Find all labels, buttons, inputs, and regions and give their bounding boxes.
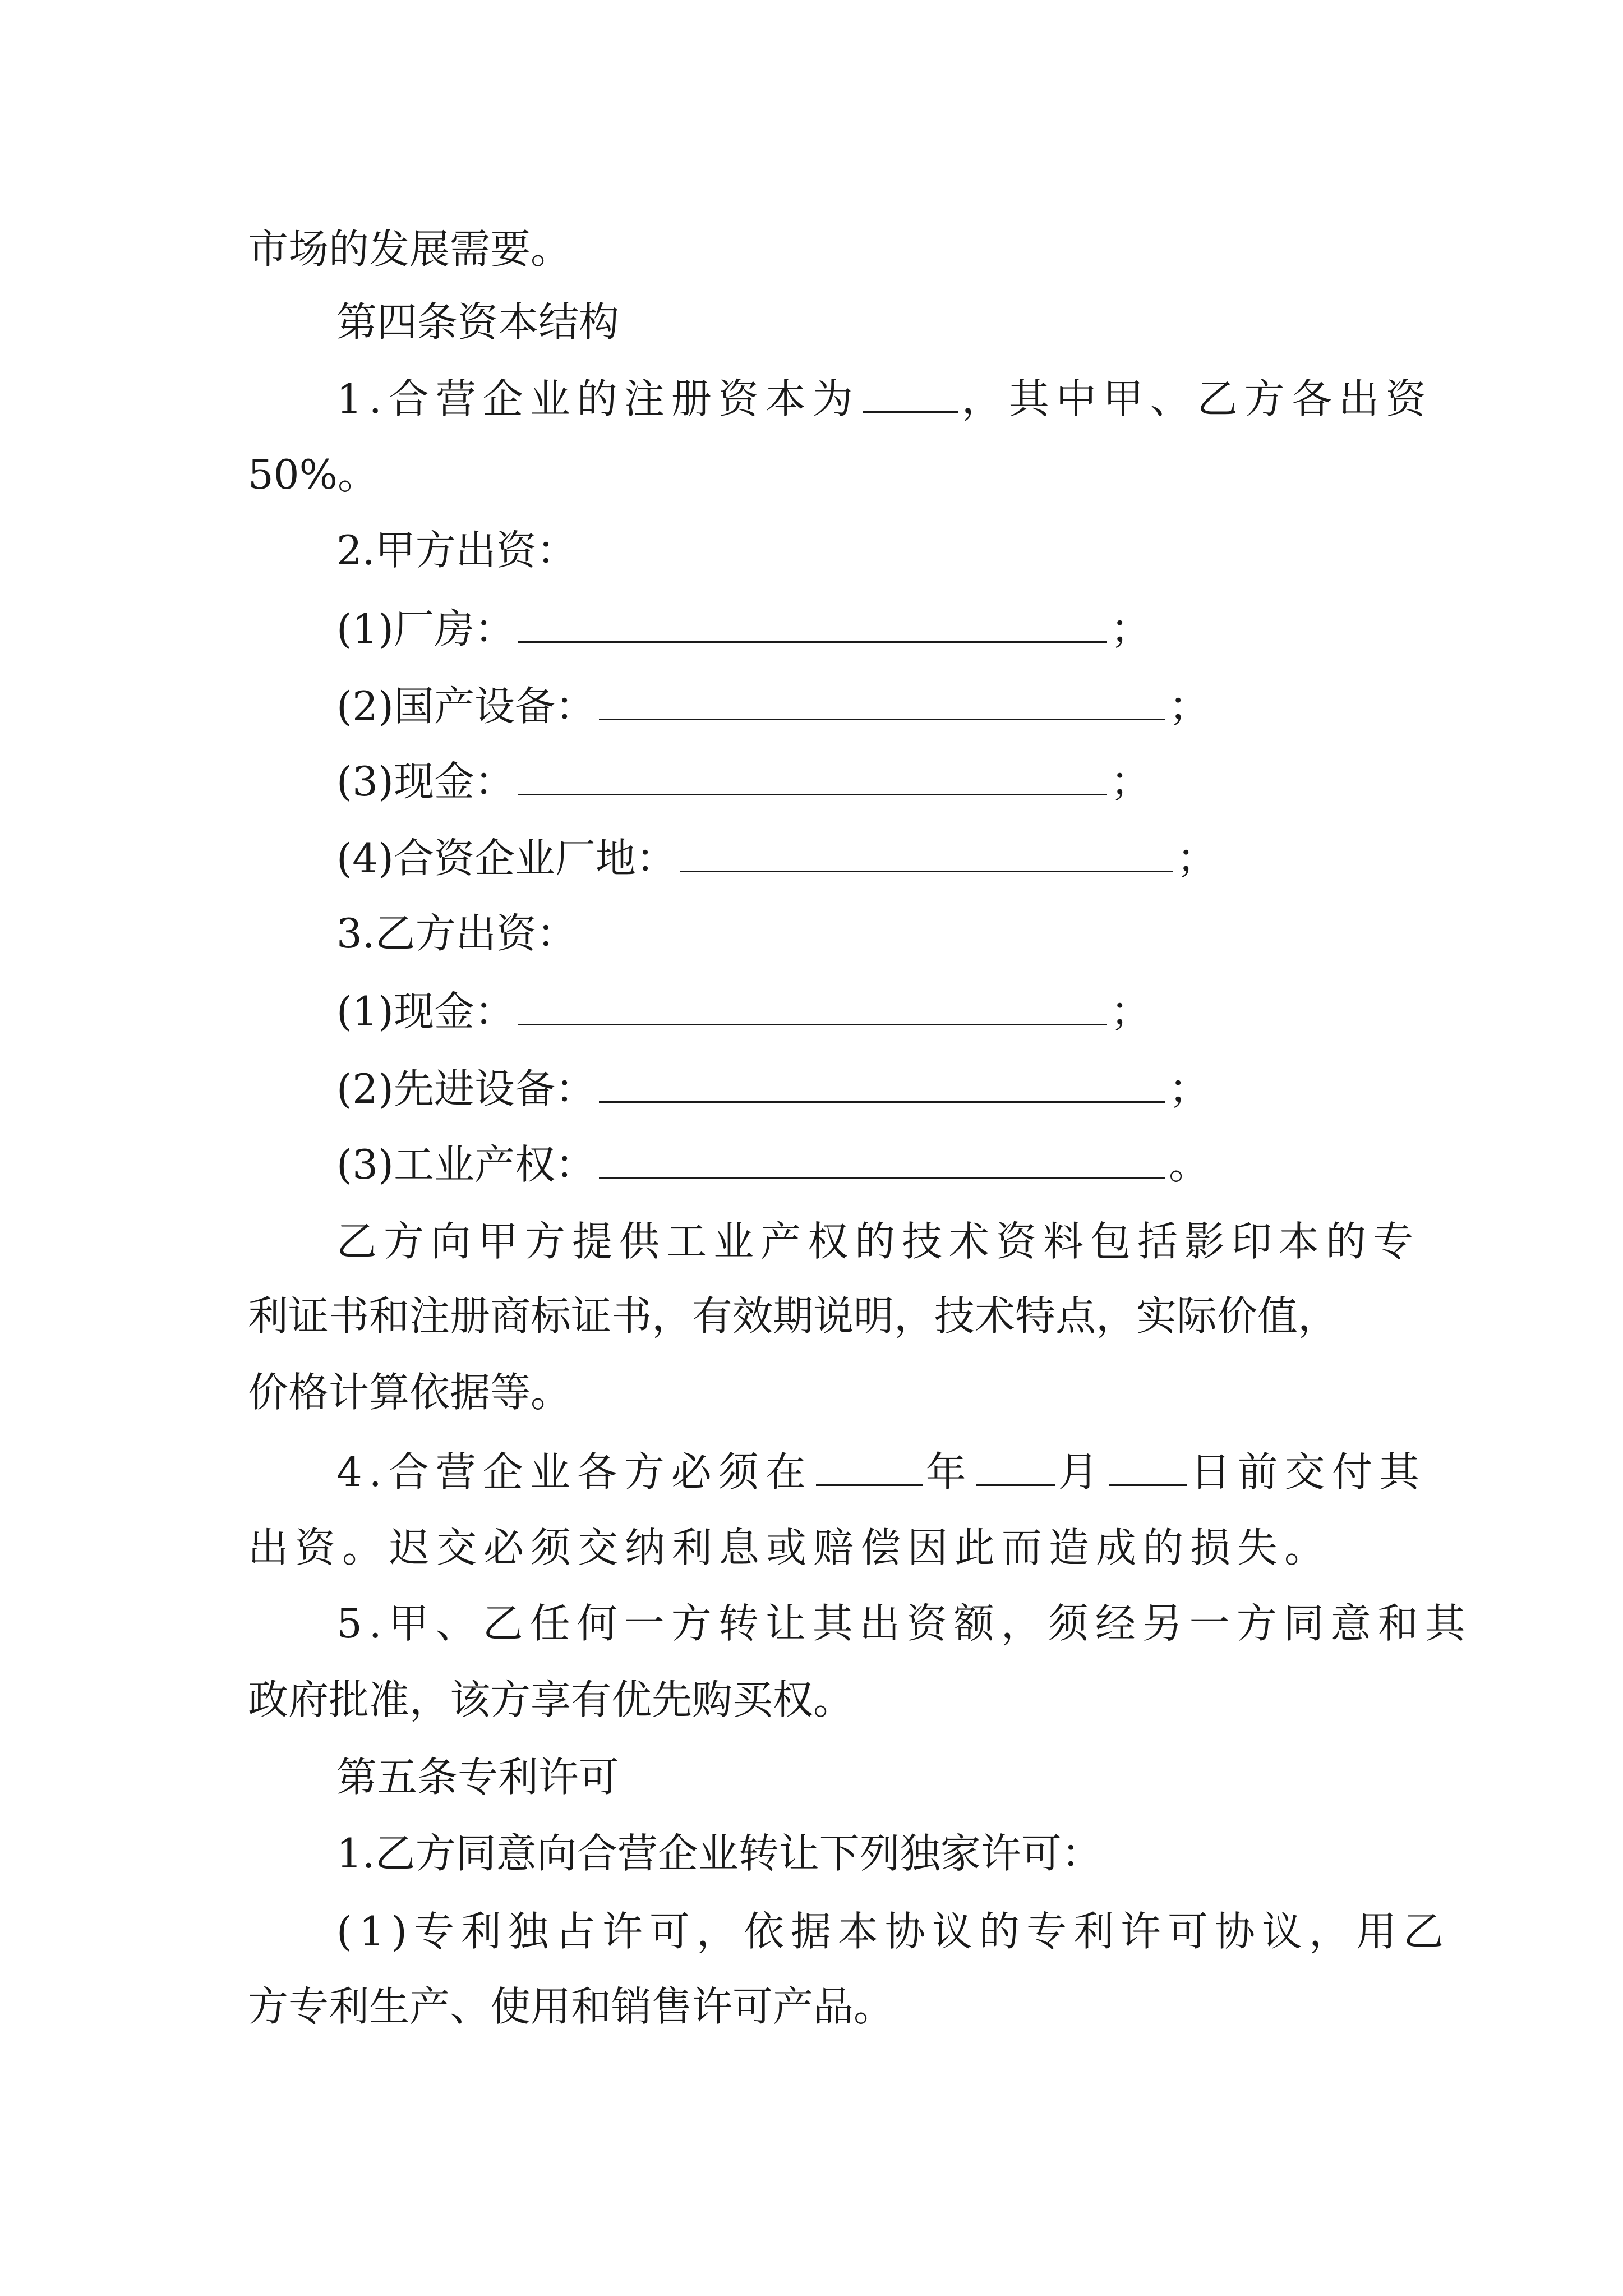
text-run: 年 [925,1448,973,1496]
text-run: ； [1110,758,1151,805]
text-run: 月 [1058,1448,1105,1496]
paragraph-line: 价格计算依据等。 [248,1369,571,1416]
paragraph-line: 3.乙方出资： [336,910,577,957]
fill-in-blank [518,990,1107,1025]
text-run: ，其中甲、乙方各出资 [961,375,1433,422]
text-run: 。 [1169,1141,1210,1188]
paragraph-line: 5.甲、乙任何一方转让其出资额，须经另一方同意和其 [336,1600,1472,1647]
paragraph-line: 方专利生产、使用和销售许可产品。 [248,1983,895,2030]
fill-in-blank [599,685,1165,720]
fill-in-blank [976,1451,1055,1486]
fill-in-blank [1109,1451,1187,1486]
list-item [336,988,1151,1035]
paragraph-line: 出资。迟交必须交纳利息或赔偿因此而造成的损失。 [248,1524,1332,1571]
text-run: (3)现金： [336,758,515,805]
fill-in-blank [518,760,1107,795]
text-run: ； [1110,605,1151,652]
text-run: (4)合资企业厂地： [336,835,676,882]
fill-in-blank [599,1068,1165,1103]
list-item [336,1141,1210,1188]
text-run: (1)现金： [336,988,515,1035]
paragraph-line: (1)专利独占许可，依据本协议的专利许可协议，用乙 [336,1908,1450,1955]
list-item [336,605,1151,652]
fill-in-blank [816,1451,923,1486]
text-run: (2)先进设备： [336,1065,596,1112]
fill-in-blank [518,608,1107,643]
fill-in-blank [680,837,1173,872]
fill-in-blank [863,378,958,413]
text-run: (3)工业产权： [336,1141,596,1188]
text-run: ； [1110,988,1151,1035]
paragraph-line [336,375,1433,422]
paragraph-line: 利证书和注册商标证书，有效期说明，技术特点，实际价值， [248,1292,1339,1340]
list-item [336,683,1210,730]
paragraph-line: 2.甲方出资： [336,527,577,574]
paragraph-line: 政府批准，该方享有优先购买权。 [248,1676,854,1723]
paragraph-line: 乙方向甲方提供工业产权的技术资料包括影印本的专 [336,1218,1421,1265]
text-run: (1)厂房： [336,605,515,652]
section-heading: 第四条资本结构 [336,298,620,346]
text-run: ； [1177,835,1218,882]
text-run: (2)国产设备： [336,683,596,730]
text-run: 1.合营企业的注册资本为 [336,375,860,422]
section-heading: 第五条专利许可 [336,1754,620,1801]
paragraph-line: 50%。 [248,451,379,498]
paragraph-line [336,1448,1426,1496]
text-run: ； [1169,1065,1210,1112]
fill-in-blank [599,1143,1165,1179]
text-run: 日前交付其 [1190,1448,1426,1496]
list-item [336,758,1151,805]
text-run: ； [1169,683,1210,730]
paragraph-line: 1.乙方同意向合营企业转让下列独家许可： [336,1830,1102,1877]
text-run: 4.合营企业各方必须在 [336,1448,813,1496]
list-item [336,1065,1210,1112]
paragraph-line: 市场的发展需要。 [248,226,571,273]
list-item [336,835,1218,882]
